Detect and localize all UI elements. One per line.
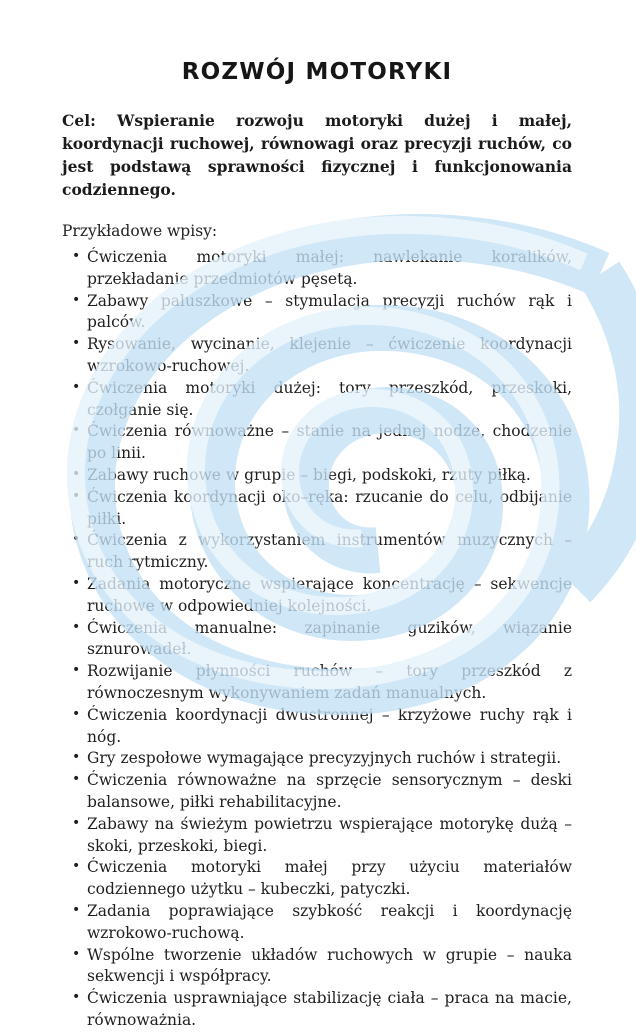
bullet-icon: • [72, 771, 81, 788]
bullet-icon: • [72, 248, 81, 264]
list-item [62, 901, 572, 945]
list-item-text: Ćwiczenia motoryki dużej: tory przeszkód, przeskoki, czołganie się. [87, 378, 572, 419]
bullet-icon: • [72, 422, 81, 439]
list-item [62, 857, 572, 901]
list-item [62, 465, 572, 487]
bullet-icon: • [72, 335, 81, 352]
list-item [62, 334, 572, 378]
list-item [62, 988, 572, 1032]
list-item-text: Zabawy na świeżym powietrzu wspierające motorykę dużą – skoki, przeskoki, biegi. [87, 814, 572, 855]
list-item [62, 421, 572, 465]
list-item [62, 748, 572, 770]
list-item-text: Ćwiczenia motoryki małej przy użyciu materiałów codziennego użytku – kubeczki, patyczki. [87, 858, 572, 899]
bullet-icon: • [72, 574, 81, 591]
bullet-icon: • [72, 662, 81, 679]
list-item [62, 661, 572, 705]
entries-list [62, 247, 572, 1032]
list-item [62, 814, 572, 858]
list-item-text: Zabawy paluszkowe – stymulacja precyzji ruchów rąk i palców. [87, 291, 572, 332]
bullet-icon: • [72, 531, 81, 548]
list-item-text: Wspólne tworzenie układów ruchowych w grupie – nauka sekwencji i współpracy. [87, 945, 572, 986]
goal-paragraph: Cel: Wspieranie rozwoju motoryki dużej i małej, koordynacji ruchowej, równowagi oraz precyzji ruchów, co jest podstawą sprawności fizycznej i funkcjonowania codziennego. [62, 111, 572, 199]
list-item [62, 770, 572, 814]
list-item [62, 530, 572, 574]
list-item [62, 945, 572, 989]
list-item [62, 487, 572, 531]
list-item [62, 291, 572, 335]
list-item-text: Ćwiczenia koordynacji dwustronnej – krzyżowe ruchy rąk i nóg. [87, 705, 572, 746]
list-item [62, 247, 572, 291]
list-item [62, 378, 572, 422]
list-item-text: Zadania motoryczne wspierające koncentrację – sekwencje ruchowe w odpowiedniej kolejności. [87, 574, 572, 615]
list-item-text: Ćwiczenia usprawniające stabilizację ciała – praca na macie, równoważnia. [87, 989, 572, 1029]
list-item-text: Ćwiczenia równoważne – stanie na jednej nodze, chodzenie po linii. [87, 422, 572, 463]
list-item-text: Zadania poprawiające szybkość reakcji i koordynację wzrokowo-ruchową. [87, 901, 572, 942]
list-item-text: Ćwiczenia manualne: zapinanie guzików, wiązanie sznurowadeł. [87, 618, 572, 659]
list-item-text: Ćwiczenia równoważne na sprzęcie sensorycznym – deski balansowe, piłki rehabilitacyjne. [87, 771, 572, 811]
bullet-icon: • [72, 989, 81, 1006]
list-item-text: Ćwiczenia motoryki małej: nawlekanie koralików, przekładanie przedmiotów pęsetą. [87, 248, 572, 288]
list-item [62, 705, 572, 749]
bullet-icon: • [72, 901, 81, 918]
bullet-icon: • [72, 749, 81, 766]
list-item [62, 574, 572, 618]
list-item-text: Ćwiczenia z wykorzystaniem instrumentów muzycznych – ruch rytmiczny. [87, 531, 572, 572]
list-item-text: Rozwijanie płynności ruchów – tory przeszkód z równoczesnym wykonywaniem zadań manualnych. [87, 662, 572, 702]
list-item-text: Ćwiczenia koordynacji oko–ręka: rzucanie do celu, odbijanie piłki. [87, 487, 572, 528]
bullet-icon: • [72, 705, 81, 722]
list-item-text: Zabawy ruchowe w grupie – biegi, podskoki, rzuty piłką. [87, 465, 531, 484]
bullet-icon: • [72, 291, 81, 308]
page-title: ROZWÓJ MOTORYKI [181, 59, 453, 85]
bullet-icon: • [72, 814, 81, 831]
bullet-icon: • [72, 378, 81, 395]
bullet-icon: • [72, 465, 81, 482]
bullet-icon: • [72, 487, 81, 504]
list-item [62, 618, 572, 662]
entries-heading: Przykładowe wpisy: [62, 222, 218, 240]
bullet-icon: • [72, 618, 81, 635]
list-item-text: Rysowanie, wycinanie, klejenie – ćwiczenie koordynacji wzrokowo-ruchowej. [87, 335, 572, 375]
bullet-icon: • [72, 945, 81, 962]
list-item-text: Gry zespołowe wymagające precyzyjnych ruchów i strategii. [87, 749, 562, 768]
bullet-icon: • [72, 858, 81, 875]
